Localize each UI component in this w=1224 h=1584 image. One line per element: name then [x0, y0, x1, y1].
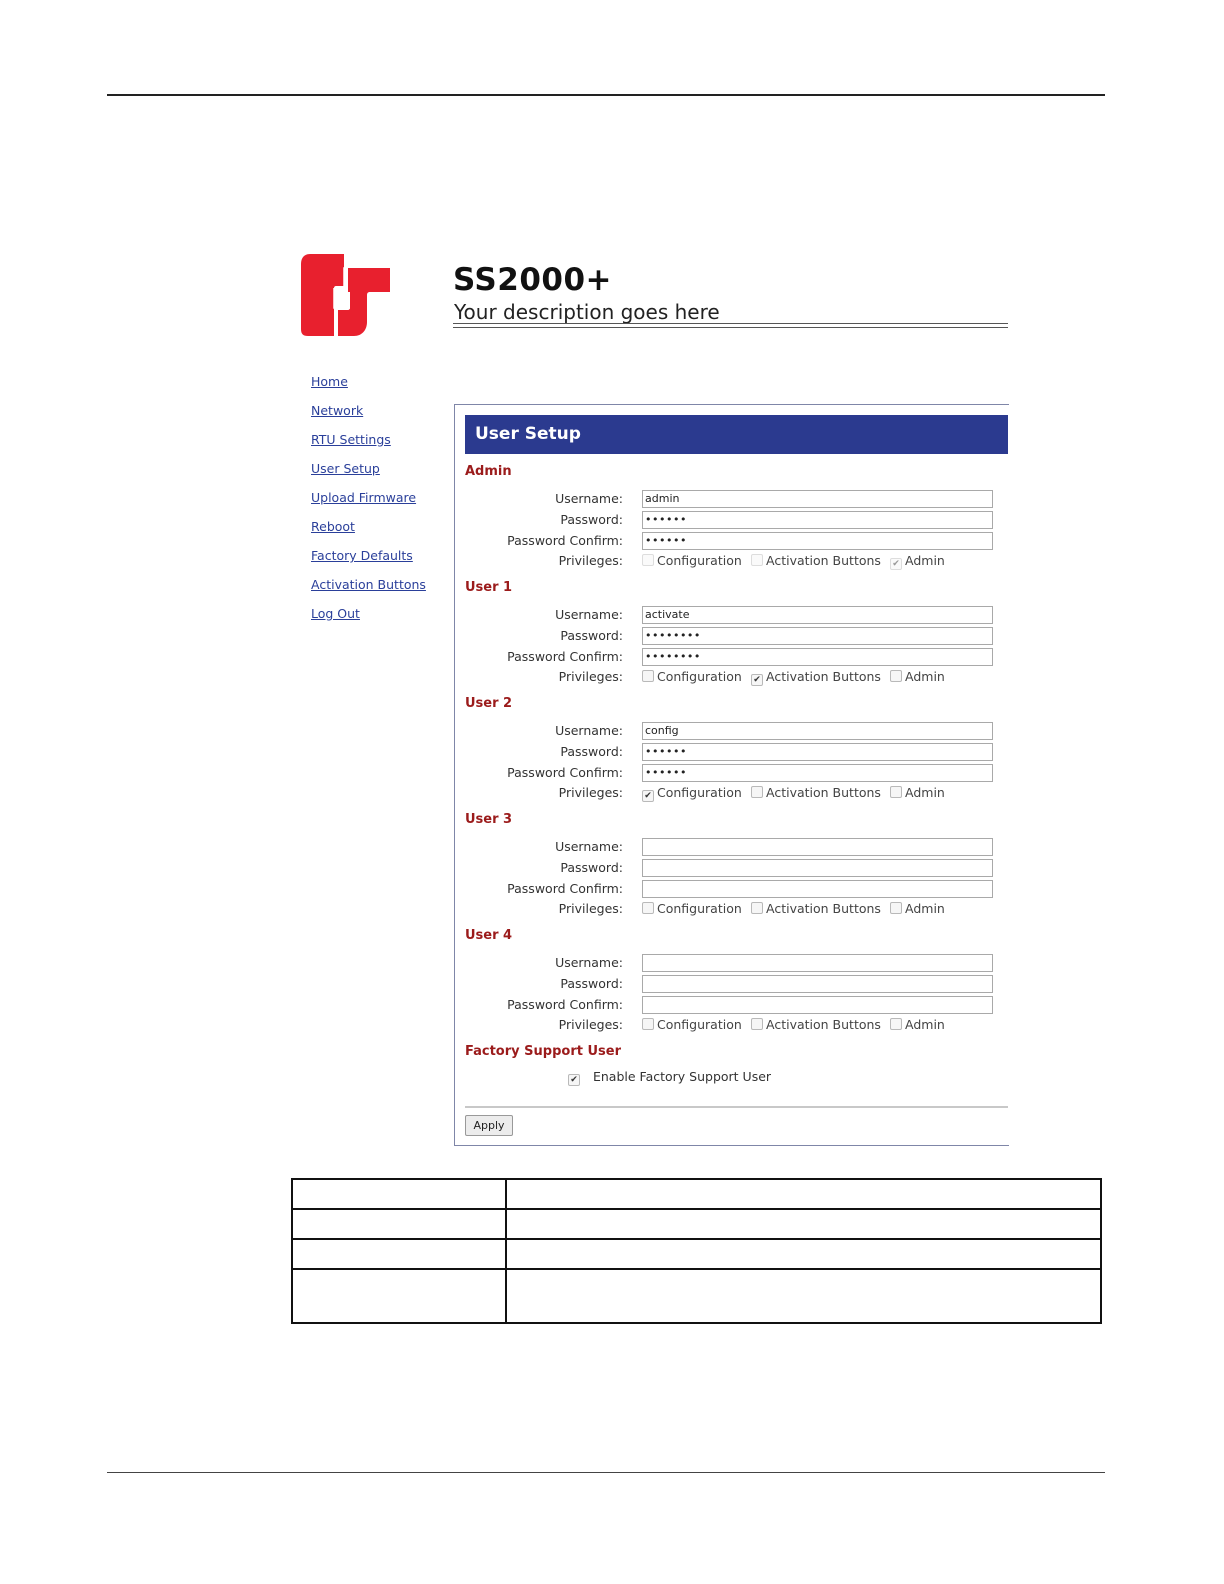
section-title-user-3: User 3 — [465, 812, 513, 827]
user-4-password-confirm-field[interactable] — [642, 996, 993, 1014]
password-label: Password: — [560, 744, 623, 759]
user-1-configuration-checkbox[interactable] — [642, 670, 654, 682]
password-confirm-label: Password Confirm: — [507, 765, 623, 780]
apply-button[interactable]: Apply — [465, 1115, 513, 1136]
privileges-label: Privileges: — [558, 669, 623, 684]
nav-link-user-setup[interactable]: User Setup — [311, 461, 380, 476]
user-2-password-field[interactable]: •••••• — [642, 743, 993, 761]
user-4-privilege-admin[interactable] — [890, 1017, 945, 1032]
password-confirm-label: Password Confirm: — [507, 881, 623, 896]
section-title-user-2: User 2 — [465, 696, 513, 711]
table-cell — [292, 1269, 506, 1323]
password-confirm-label: Password Confirm: — [507, 997, 623, 1012]
admin-admin-label: Admin — [905, 553, 945, 568]
section-title-user-4: User 4 — [465, 928, 513, 943]
nav-link-log-out[interactable]: Log Out — [311, 606, 360, 621]
user-1-admin-checkbox[interactable] — [890, 670, 902, 682]
nav-link-reboot[interactable]: Reboot — [311, 519, 355, 534]
privileges-label: Privileges: — [558, 785, 623, 800]
user-3-admin-checkbox[interactable] — [890, 902, 902, 914]
user-2-privilege-configuration[interactable] — [642, 785, 742, 802]
table-cell — [292, 1179, 506, 1209]
user-3-password-confirm-field[interactable] — [642, 880, 993, 898]
username-label: Username: — [555, 607, 623, 622]
user-2-activation-label: Activation Buttons — [766, 785, 881, 800]
password-confirm-label: Password Confirm: — [507, 649, 623, 664]
password-label: Password: — [560, 976, 623, 991]
header-divider — [453, 323, 1008, 328]
admin-privilege-configuration[interactable] — [642, 553, 742, 568]
nav-link-factory-defaults[interactable]: Factory Defaults — [311, 548, 413, 563]
nav-link-upload-firmware[interactable]: Upload Firmware — [311, 490, 417, 505]
table-cell — [292, 1209, 506, 1239]
user-2-privilege-admin[interactable] — [890, 785, 945, 800]
section-title-user-1: User 1 — [465, 580, 513, 595]
username-label: Username: — [555, 839, 623, 854]
user-4-configuration-label: Configuration — [657, 1017, 742, 1032]
user-3-password-field[interactable] — [642, 859, 993, 877]
privileges-label: Privileges: — [558, 901, 623, 916]
bottom-rule — [107, 1472, 1105, 1473]
user-4-privilege-activation[interactable] — [751, 1017, 881, 1032]
admin-activation-label: Activation Buttons — [766, 553, 881, 568]
table-cell — [506, 1239, 1101, 1269]
username-label: Username: — [555, 491, 623, 506]
password-label: Password: — [560, 512, 623, 527]
table-cell — [506, 1269, 1101, 1323]
user-3-activation-label: Activation Buttons — [766, 901, 881, 916]
nav-link-rtu-settings[interactable]: RTU Settings — [311, 432, 391, 447]
user-3-configuration-label: Configuration — [657, 901, 742, 916]
table-cell — [292, 1239, 506, 1269]
table-cell — [506, 1179, 1101, 1209]
app-description: Your description goes here — [454, 300, 720, 324]
username-label: Username: — [555, 955, 623, 970]
top-rule — [107, 94, 1105, 96]
user-4-password-field[interactable] — [642, 975, 993, 993]
user-1-admin-label: Admin — [905, 669, 945, 684]
password-label: Password: — [560, 628, 623, 643]
user-1-password-confirm-field[interactable]: •••••••• — [642, 648, 993, 666]
user-2-admin-checkbox[interactable] — [890, 786, 902, 798]
nav-link-home[interactable]: Home — [311, 374, 348, 389]
user-2-password-confirm-field[interactable]: •••••• — [642, 764, 993, 782]
user-4-activation-label: Activation Buttons — [766, 1017, 881, 1032]
factory-support-title: Factory Support User — [465, 1044, 621, 1059]
user-2-username-field[interactable]: config — [642, 722, 993, 740]
user-3-username-field[interactable] — [642, 838, 993, 856]
user-1-configuration-label: Configuration — [657, 669, 742, 684]
factory-support-enable[interactable] — [568, 1069, 771, 1086]
privileges-label: Privileges: — [558, 553, 623, 568]
user-3-privilege-activation[interactable] — [751, 901, 881, 916]
user-4-admin-label: Admin — [905, 1017, 945, 1032]
password-confirm-label: Password Confirm: — [507, 533, 623, 548]
admin-password-field[interactable]: •••••• — [642, 511, 993, 529]
user-3-privilege-admin[interactable] — [890, 901, 945, 916]
factory-support-label: Enable Factory Support User — [592, 1069, 772, 1084]
user-1-activation-checkbox[interactable]: ✔ — [751, 674, 763, 686]
sidebar-nav — [311, 374, 426, 635]
apply-divider — [465, 1106, 1008, 1108]
user-1-password-field[interactable]: •••••••• — [642, 627, 993, 645]
admin-configuration-checkbox[interactable] — [642, 554, 654, 566]
user-3-activation-checkbox[interactable] — [751, 902, 763, 914]
panel-header — [465, 415, 1008, 454]
company-logo — [298, 252, 394, 338]
admin-configuration-label: Configuration — [657, 553, 742, 568]
privileges-label: Privileges: — [558, 1017, 623, 1032]
user-1-username-field[interactable]: activate — [642, 606, 993, 624]
user-4-admin-checkbox[interactable] — [890, 1018, 902, 1030]
user-4-username-field[interactable] — [642, 954, 993, 972]
user-3-admin-label: Admin — [905, 901, 945, 916]
admin-username-field[interactable]: admin — [642, 490, 993, 508]
user-4-configuration-checkbox[interactable] — [642, 1018, 654, 1030]
app-title: SS2000+ — [453, 262, 613, 298]
user-3-configuration-checkbox[interactable] — [642, 902, 654, 914]
admin-privilege-admin[interactable] — [890, 553, 945, 570]
user-2-activation-checkbox[interactable] — [751, 786, 763, 798]
password-label: Password: — [560, 860, 623, 875]
user-4-privilege-configuration[interactable] — [642, 1017, 742, 1032]
user-2-privilege-activation[interactable] — [751, 785, 881, 800]
admin-admin-checkbox[interactable]: ✔ — [890, 558, 902, 570]
admin-password-confirm-field[interactable]: •••••• — [642, 532, 993, 550]
user-1-privilege-admin[interactable] — [890, 669, 945, 684]
factory-support-checkbox[interactable]: ✔ — [568, 1074, 580, 1086]
nav-link-activation-buttons[interactable]: Activation Buttons — [311, 577, 426, 592]
section-title-admin: Admin — [465, 464, 512, 479]
panel-title: User Setup — [475, 424, 581, 444]
admin-privilege-activation[interactable] — [751, 553, 881, 568]
empty-table — [291, 1178, 1102, 1324]
user-2-configuration-label: Configuration — [657, 785, 742, 800]
admin-activation-checkbox[interactable] — [751, 554, 763, 566]
user-1-privilege-configuration[interactable] — [642, 669, 742, 684]
user-3-privilege-configuration[interactable] — [642, 901, 742, 916]
user-2-admin-label: Admin — [905, 785, 945, 800]
username-label: Username: — [555, 723, 623, 738]
nav-link-network[interactable]: Network — [311, 403, 364, 418]
user-2-configuration-checkbox[interactable]: ✔ — [642, 790, 654, 802]
user-4-activation-checkbox[interactable] — [751, 1018, 763, 1030]
user-1-activation-label: Activation Buttons — [766, 669, 881, 684]
user-1-privilege-activation[interactable] — [751, 669, 881, 686]
table-cell — [506, 1209, 1101, 1239]
